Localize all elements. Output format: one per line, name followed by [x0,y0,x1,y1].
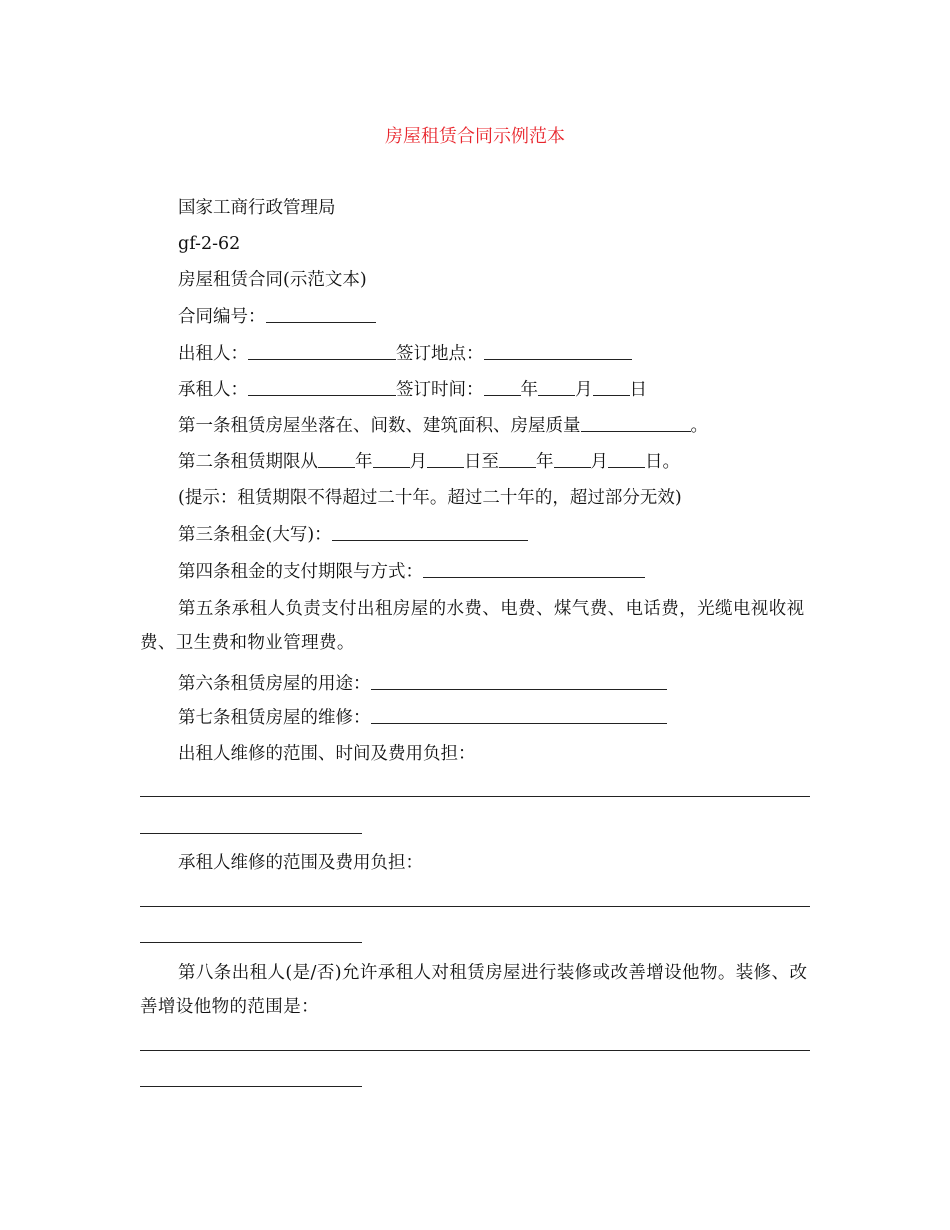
sign-year-blank[interactable] [484,394,521,396]
lessor-blank[interactable] [248,358,396,360]
start-month-label: 月 [409,452,427,472]
contract-no-line [178,305,376,329]
lessee-repair-blank-1[interactable] [140,906,810,907]
payment-terms-blank[interactable] [423,576,645,578]
end-month-blank[interactable] [554,466,591,468]
start-year-label: 年 [355,452,373,472]
article-4-text: 第四条租金的支付期限与方式： [178,562,423,582]
article-1 [178,414,708,438]
lessor-line [178,342,632,366]
lessee-line [178,378,647,402]
article-1-end: 。 [690,416,708,436]
lessee-repair-line: 承租人维修的范围及费用负担： [178,853,423,873]
contract-no-blank[interactable] [266,321,376,323]
document-title: 房屋租赁合同示例范本 [385,126,565,147]
sign-place-blank[interactable] [484,358,632,360]
sign-month-blank[interactable] [538,394,575,396]
lessee-label: 承租人： [178,380,248,400]
article-7-text: 第七条租赁房屋的维修： [178,708,371,728]
article-3-text: 第三条租金(大写)： [178,525,332,545]
end-year-blank[interactable] [499,466,536,468]
article-6-text: 第六条租赁房屋的用途： [178,674,371,694]
end-year-label: 年 [536,452,554,472]
lessor-repair-blank-2[interactable] [140,833,362,834]
rent-amount-blank[interactable] [332,539,528,541]
start-year-blank[interactable] [318,466,355,468]
lessor-repair-line: 出租人维修的范围、时间及费用负担： [178,744,476,764]
article-8: 第八条出租人(是/否)允许承租人对租赁房屋进行装修或改善增设他物。装修、改善增设他物的范围是： [140,963,808,1017]
article-4 [178,560,645,584]
end-day-blank[interactable] [608,466,645,468]
contract-no-label: 合同编号： [178,307,266,327]
article-6 [178,672,667,696]
lessor-repair-blank-1[interactable] [140,796,810,797]
year-label: 年 [520,380,538,400]
repair-blank[interactable] [371,722,667,724]
renovation-scope-blank-2[interactable] [140,1086,362,1087]
lessee-repair-blank-2[interactable] [140,942,362,943]
article-2 [178,450,680,474]
article-5: 第五条承租人负责支付出租房屋的水费、电费、煤气费、电话费，光缆电视收视费、卫生费和物业管理费。 [140,599,805,653]
article-3 [178,523,528,547]
term-hint: (提示：租赁期限不得超过二十年。超过二十年的，超过部分无效) [178,488,682,508]
lessor-label: 出租人： [178,344,248,364]
start-day-to-label: 日至 [464,452,499,472]
article-1-blank[interactable] [581,430,691,432]
article-1-text: 第一条租赁房屋坐落在、间数、建筑面积、房屋质量 [178,416,581,436]
article-2-text: 第二条租赁期限从 [178,452,318,472]
doc-name-line: 房屋租赁合同(示范文本) [178,270,367,290]
start-month-blank[interactable] [373,466,410,468]
month-label: 月 [575,380,593,400]
sign-day-blank[interactable] [593,394,630,396]
end-month-label: 月 [590,452,608,472]
day-label: 日 [629,380,647,400]
renovation-scope-blank-1[interactable] [140,1050,810,1051]
usage-blank[interactable] [371,688,667,690]
article-7 [178,706,667,730]
end-day-label: 日。 [645,452,680,472]
lessee-blank[interactable] [248,394,396,396]
start-day-blank[interactable] [427,466,464,468]
sign-place-label: 签订地点： [396,344,484,364]
sign-time-label: 签订时间： [396,380,484,400]
issuer-line: 国家工商行政管理局 [178,198,336,218]
code-line: gf-2-62 [178,234,241,254]
